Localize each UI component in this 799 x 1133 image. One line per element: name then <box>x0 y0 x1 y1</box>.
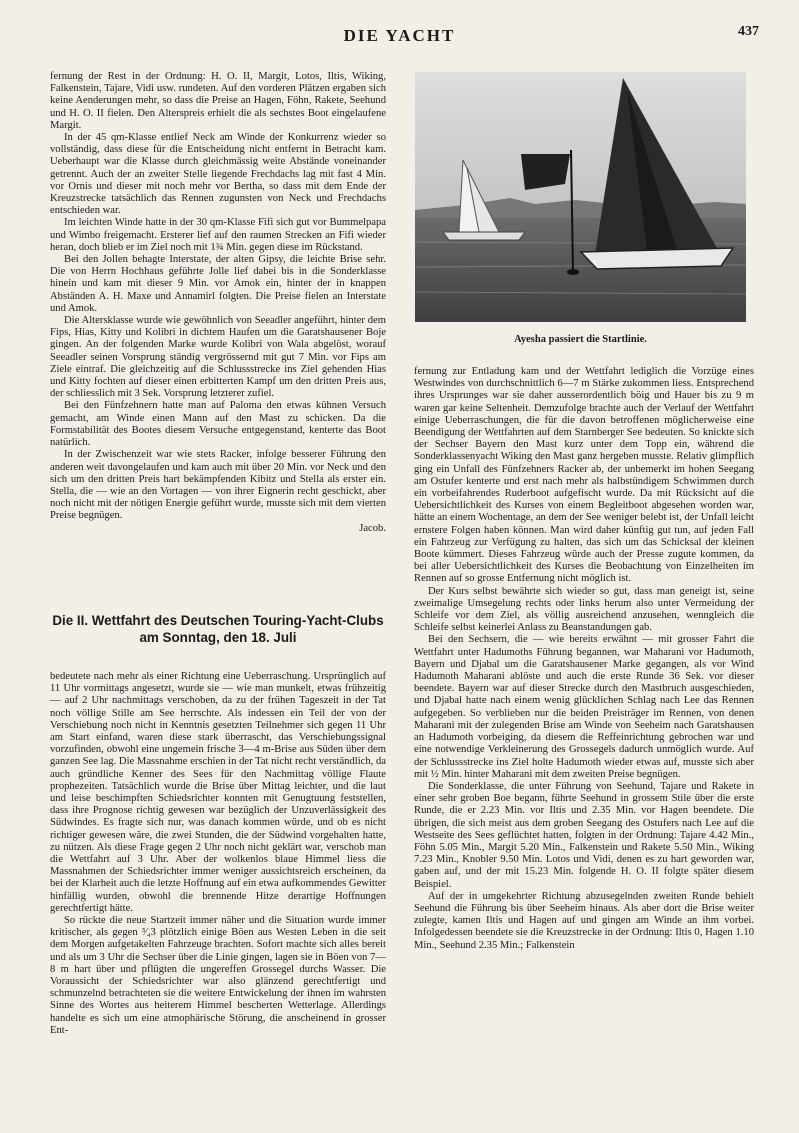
paragraph: Bei den Fünfzehnern hatte man auf Paloma den etwas kühnen Versuch gemacht, am Winde einen Mann auf den Mast zu schicken. Da die Formstabilität des Bootes diesem Versuche entgegenstand, kenterte das Boot natürlich. <box>50 400 386 449</box>
running-title: DIE YACHT <box>343 26 456 45</box>
page-number: 437 <box>738 24 759 39</box>
paragraph: Der Kurs selbst bewährte sich wieder so gut, dass man geneigt ist, seine zweimalige Umsegelung rechts oder links herum also unter Vermeidung der Schleife vor dem Ziel, als völlig ausreichend anzusehen, wenngleich die Schleife selbst keinerlei Anlass zu Beanstandungen gab. <box>414 585 754 634</box>
paragraph: Bei den Jollen behagte Interstate, der alten Gipsy, die leichte Brise sehr. Die von Herrn Hochhaus geführte Jolle lief dabei bis in die Sonderklasse hinein und kam mit dieser 9 Min. vor Amok ein, hinter der in knappen Abständen A. H. Maxe und Annamirl folgten. Die Preise fielen an Interstate und Amok. <box>50 254 386 314</box>
paragraph: Auf der in umgekehrter Richtung abzusegelnden zweiten Runde behielt Seehund die Führung bis über Seeheim hinaus. Als aber dort die Brise weiter zulegte, kamen Iltis und Hagen auf und gingen am Winde an ihm vorbei. Infolgedessen beendete sie die Kreuzstrecke in der Ordnung: Iltis 0, Hagen 1.10 Min., Seehund 2.35 Min.; Falkenstein <box>414 890 754 951</box>
sailing-photo <box>415 72 746 322</box>
paragraph: fernung zur Entladung kam und der Wettfahrt lediglich die Vorzüge eines Westwindes von durchschnittlich 6—7 m Stärke zukommen liess. Entsprechend ihres Ursprunges war sie daher ausserordentlich böig und Hauer bis zu 9 m waren gar keine Seltenheit. Demzufolge brachte auch der Verlauf der Wettfahrt einige Ueberraschungen, die für die davon betroffenen möglicherweise eine Beendigung der Wettfahrten auf dem Starnberger See bedeuten. So knickte sich der Sechser Bayern den Mast kurz unter dem Topp ein, während die Sonderklassenyacht Wiking den Mast ganz hergeben musste. Relativ glimpflich ging ein Unfall des Fünfzehners Racker ab, der unbemerkt im hohen Seegang am Ostufer kenterte und erst nach mehr als halbstündigem Schwimmen durch ein vorbeifahrendes Ruderboot aufgefischt wurde. Da mit Rücksicht auf die Uebersichtlichkeit des Kurses von einem Begleitboot abgesehen worden war, hätte an einem Wochentage, an dem der See weniger belebt ist, der Unfall leicht ernstere Folgen haben können. Man wird daher künftig gut tun, auf jeden Fall ein Fahrzeug zur Verfügung zu halten, das sich um das Schicksal der kleinen Boote kümmert. Dieses Fahrzeug würde auch der Presse zugute kommen, da bei aller Uebersichtlichkeit des Kurses die Beobachtung von Einzelheiten im Rennen auf so grosse Entfernung nicht möglich ist. <box>414 366 754 585</box>
paragraph: fernung der Rest in der Ordnung: H. O. II, Margit, Lotos, Iltis, Wiking, Falkenstein, Tajare, Vidi usw. rundeten. Auf den vorderen Plätzen ergaben sich keine Aenderungen mehr, so dass die Preise an Hagen, Föhn, Rakete, Seehund und H. O. II fielen. Den Alterspreis erhielt die als sechstes Boot eingelaufene Margit. <box>50 71 386 131</box>
photo-caption: Ayesha passiert die Startlinie. <box>514 334 647 345</box>
left-column-bottom <box>50 671 386 1037</box>
paragraph: bedeutete nach mehr als einer Richtung eine Ueberraschung. Ursprünglich auf 11 Uhr vormittags angesetzt, wurde sie — wie man munkelt, etwas frühzeitig — auf 2 Uhr nachmittags verschoben, da zu der frühen Tageszeit in der Tat noch völlige Stille am See herrschte. Als indessen ein Teil der von der Verschiebung noch nicht in Kenntnis gesetzten Teilnehmer sich gegen 11 Uhr am Start einfand, waren diese stark überrascht, das Verschiebungssignal vorzufinden, obwohl eine ungemein frische 3—4 m-Brise aus Süden über dem ganzen See lag. Die Massnahme erschien in der Tat nicht recht verständlich, da auch gründliche Kenner des Sees für den Nachmittag völlige Flaute prophezeiten. Tatsächlich wurde die Brise über Mittag leichter, und die laut und leise beschimpften Schiedsrichter konnten mit Genugtuung feststellen, dass ihre Prognose richtig gewesen war bezüglich der Unzuverlässigkeit des Südwindes. Es fragte sich nur, was danach kommen würde, und ob es nicht richtiger gewesen wäre, die zwei Stunden, die der Südwind vorgehalten hatte, zu nützen. Als diese Frage gegen 2 Uhr noch nicht geklärt war, verschob man die Wettfahrt auf 3 Uhr. Aber der wolkenlos blaue Himmel liess die Massnahmen der Schiedsrichter immer weniger aussichtsreich erscheinen, da bei der Klarheit auch die letzte Hoffnung auf ein etwa aufkommendes Gewitter hinfällig wurden, obwohl die brennende Hitze derartige Hoffnungen gerechtfertigt hätte. <box>50 671 386 914</box>
paragraph: In der Zwischenzeit war wie stets Racker, infolge besserer Führung den anderen weit davongelaufen und kam auch mit über 20 Min. vor Neck und den sich um den dritten Preis hart bekämpfenden Kibitz und Stella als erster ein. Stella, die — wie an den Vortagen — von ihrer Eignerin recht geschickt, aber noch nicht mit der nötigen Energie geführt wurde, musste sich mit dem vierten Preise begnügen. <box>50 449 386 522</box>
paragraph: Bei den Sechsern, die — wie bereits erwähnt — mit grosser Fahrt die Wettfahrt unter Hadumoths Führung begannen, war Maharani vor Hadumoth, Bayern und Djabal um die Garatshausener Marke gegangen, als vor Wind Hadumoth Maharani ablöste und auch die erste Runde 36 Sek. vor dieser beendete. Bayern war auf dieser Strecke durch den Mastbruch ausgeschieden, und Djabal hatte nach einem wenig glücklichen Schlag nach Lee das Rennen aufgegeben. So verblieben nur die beiden Preisträger im Rennen, von denen Maharani mit der zulegenden Brise am Winde von Seeheim nach Garatshausen an Hadumoth vorbeiging, da diesem die Reffeinrichtung gebrochen war und eine notwendige Verkleinerung des Grossegels dadurch unmöglich wurde. Auf der Schlussstrecke ins Ziel holte Hadumoth wieder etwas auf, musste sich aber mit ½ Min. hinter Maharani mit dem zweiten Preise begnügen. <box>414 634 754 780</box>
left-column-top <box>50 71 386 535</box>
page-header <box>0 26 799 56</box>
paragraph: Im leichten Winde hatte in der 30 qm-Klasse Fifi sich gut vor Bummelpapa und Wimbo freigemacht. Ersterer lief auf den raumen Strecken an Fifi wieder heran, doch blieb er im Ziel noch mit 1¾ Min. gegen diese im Rückstand. <box>50 217 386 253</box>
article-headline: Die II. Wettfahrt des Deutschen Touring-Yacht-Clubs am Sonntag, den 18. Juli <box>52 613 384 645</box>
paragraph: Die Sonderklasse, die unter Führung von Seehund, Tajare und Rakete in einer sehr groben Boe begann, führte Seehund in grossem Stile über die erste Runde, die er 2.23 Min. vor Iltis und 2.35 Min. vor Hagen beendete. Die übrigen, die sich meist aus dem groben Seegang des Ostufers nach Lee auf die Westseite des Sees geflüchtet hatten, folgten in der Ordnung: Tajare 4.42 Min., Föhn 5.05 Min., Margit 5.20 Min., Falkenstein und Rakete 5.50 Min., Wiking 7.23 Min., Knobler 9.50 Min. Lotos und Vidi, denen es zu hart geworden war, gaben auf, und der mit 15.23 Min. folgende H. O. II folgte später diesem Beispiel. <box>414 780 754 890</box>
author-signature: Jacob. <box>359 522 386 534</box>
right-column <box>414 366 754 952</box>
paragraph: In der 45 qm-Klasse entlief Neck am Winde der Konkurrenz wieder so vollständig, dass diese für die Entscheidung nicht entfernt in Betracht kam. Ueberhaupt war die Klasse durch gleichmässig weite Abstände voneinander getrennt. Auch der an zweiter Stelle liegende Frechdachs lag mit fast 4 Min. vor Ornis und dieser mit noch mehr vor Bertha, so dass mit dem Ende der Kreuzstrecke tatsächlich das Rennen zugunsten von Neck und Frechdachs entschieden war. <box>50 132 386 217</box>
paragraph: So rückte die neue Startzeit immer näher und die Situation wurde immer kritischer, als gegen ³⁄₄3 plötzlich einige Böen aus Westen Leben in die seit dem Morgen aufgetakelten Fahrzeuge brachten. Sofort machte sich alles bereit und als um 3 Uhr die Sechser über die Linie gingen, lagen sie in Böen von 7—8 m hart über und pflügten die ungereffen Grossegel durchs Wasser. Die Voraussicht der Schiedsrichter war also glänzend gerechtfertigt und schmunzelnd betrachteten sie die weitere Entwickelung der ihnen im wahrsten Sinne des Wortes aus heiterem Himmel bescherten Wetterlage. Allerdings handelte es sich um eine atmophärische Störung, die anscheinend in grosser Ent- <box>50 915 386 1036</box>
paragraph: Die Altersklasse wurde wie gewöhnlich von Seeadler angeführt, hinter dem Fips, Hias, Kitty und Kolibri in dichtem Haufen um die Garatshausener Boje gingen. An der folgenden Marke wurde Kolibri von Wala abgelöst, worauf Seeadler seinen Vorsprung ständig vergrössernd mit gut 7 Min. vor Fips am Ziele eintraf. Die gleichzeitig auf die Schlussstrecke ins Ziel gehenden Hias und Kitty fochten auf dieser einen erbitterten Kampf um den dritten Preis aus, der schliesslich mit 3 Sek. Vorsprung letzterer zufiel. <box>50 315 386 400</box>
sailing-photo-illustration <box>415 72 746 322</box>
